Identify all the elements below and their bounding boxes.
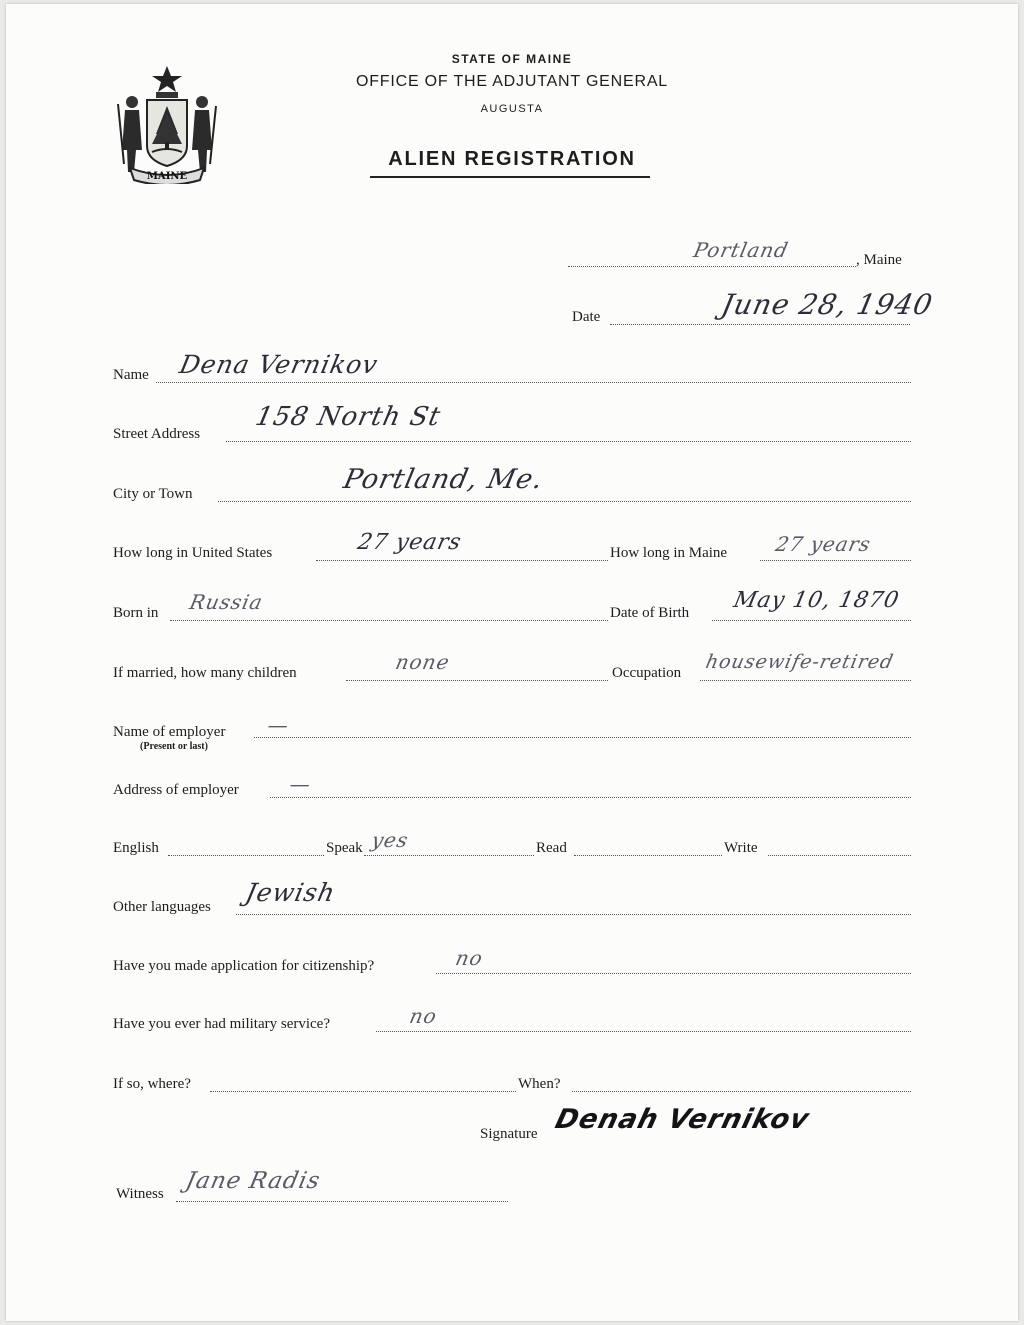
speak-entry: yes — [369, 828, 411, 852]
other-languages-line — [236, 914, 911, 915]
other-languages-entry: Jewish — [242, 878, 339, 907]
city-heading: AUGUSTA — [480, 103, 544, 115]
city-line — [218, 501, 911, 502]
office-heading: OFFICE OF THE ADJUTANT GENERAL — [355, 73, 669, 90]
signature-entry: Denah Vernikov — [552, 1104, 813, 1135]
citizenship-label: Have you made application for citizenship? — [113, 958, 375, 974]
speak-label: Speak — [326, 840, 363, 856]
employer-entry: — — [265, 713, 292, 737]
military-entry: no — [407, 1004, 440, 1028]
born-line — [170, 620, 608, 621]
maine-duration-line — [760, 560, 911, 561]
other-languages-label: Other languages — [113, 899, 211, 915]
dob-label: Date of Birth — [610, 605, 690, 621]
witness-line — [176, 1201, 508, 1202]
employer-line — [254, 737, 911, 738]
military-line — [376, 1031, 911, 1032]
street-line — [226, 441, 911, 442]
when-line — [572, 1091, 911, 1092]
children-label: If married, how many children — [113, 665, 297, 681]
date-label: Date — [572, 309, 601, 325]
svg-text:MAINE: MAINE — [146, 171, 188, 182]
write-label: Write — [724, 840, 758, 856]
state-heading: STATE OF MAINE — [451, 52, 573, 66]
street-entry: 158 North St — [252, 402, 444, 432]
citizenship-line — [436, 973, 911, 974]
place-line — [568, 266, 856, 267]
born-label: Born in — [113, 605, 159, 621]
name-label: Name — [113, 367, 149, 383]
us-line — [316, 560, 608, 561]
when-label: When? — [518, 1076, 561, 1092]
read-label: Read — [536, 840, 567, 856]
read-line — [574, 855, 722, 856]
citizenship-entry: no — [453, 946, 486, 970]
form-title: ALIEN REGISTRATION — [388, 148, 636, 170]
children-entry: none — [393, 650, 453, 674]
where-label: If so, where? — [113, 1076, 191, 1092]
name-entry: Dena Vernikov — [176, 350, 381, 379]
children-line — [346, 680, 608, 681]
english-label: English — [113, 840, 159, 856]
employer-label: Name of employer — [113, 724, 226, 740]
signature-label: Signature — [480, 1126, 538, 1142]
employer-address-line — [270, 797, 911, 798]
speak-line — [364, 855, 534, 856]
witness-entry: Jane Radis — [183, 1168, 323, 1194]
occupation-entry: housewife-retired — [703, 651, 896, 673]
where-line — [210, 1091, 516, 1092]
occupation-label: Occupation — [612, 665, 682, 681]
write-line — [768, 855, 911, 856]
title-underline — [370, 176, 650, 178]
place-entry: Portland — [691, 238, 791, 262]
english-line — [168, 855, 324, 856]
occupation-line — [700, 680, 911, 681]
us-entry: 27 years — [355, 530, 465, 555]
employer-sublabel: (Present or last) — [140, 741, 208, 752]
maine-label: , Maine — [856, 252, 902, 268]
military-label: Have you ever had military service? — [113, 1016, 330, 1032]
us-label: How long in United States — [113, 545, 273, 561]
date-line — [610, 324, 910, 325]
maine-duration-label: How long in Maine — [610, 545, 728, 561]
city-label: City or Town — [113, 486, 193, 502]
street-label: Street Address — [113, 426, 201, 442]
employer-address-label: Address of employer — [113, 782, 239, 798]
city-entry: Portland, Me. — [340, 464, 547, 495]
dob-line — [712, 620, 911, 621]
dob-entry: May 10, 1870 — [731, 588, 902, 613]
witness-label: Witness — [116, 1186, 164, 1202]
employer-address-entry: — — [287, 772, 314, 796]
born-entry: Russia — [187, 590, 266, 614]
name-line — [156, 382, 911, 383]
date-entry: June 28, 1940 — [718, 288, 936, 321]
maine-duration-entry: 27 years — [773, 532, 874, 556]
